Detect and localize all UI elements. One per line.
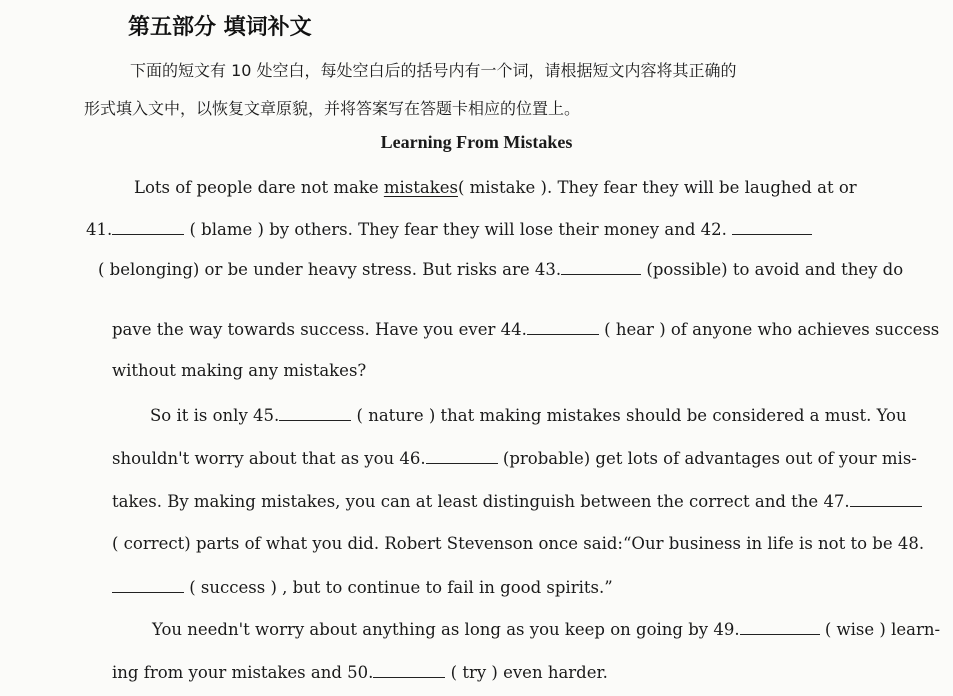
text: So it is only	[150, 406, 254, 425]
passage-line-5: without making any mistakes?	[112, 361, 367, 380]
blank-number-42: 42.	[700, 220, 727, 239]
blank-number-48: 48.	[897, 534, 925, 553]
passage-line-2	[86, 219, 812, 239]
passage-title: Learning From Mistakes	[380, 132, 573, 152]
blank-number-49: 49.	[713, 620, 740, 639]
passage-line-6	[150, 405, 907, 425]
section-heading: 第五部分 填词补文	[128, 15, 312, 40]
answer-blank-48[interactable]	[112, 577, 184, 593]
blank-number-46: 46.	[399, 449, 426, 468]
text: ing from your mistakes and	[112, 663, 348, 682]
answer-blank-49[interactable]	[740, 619, 820, 635]
text: . They fear they will be laughed at or	[546, 178, 857, 197]
passage-line-8	[112, 491, 922, 511]
text: You needn't worry about anything as long as you keep on going by	[152, 620, 714, 639]
answer-blank-46[interactable]	[426, 448, 498, 464]
text: shouldn't worry about that as you	[112, 449, 400, 468]
answer-blank-50[interactable]	[373, 662, 445, 678]
text: ( belonging) or be under heavy stress. But risks are	[98, 260, 535, 279]
answer-blank-42[interactable]	[732, 219, 812, 235]
text: ( wise ) learn-	[819, 620, 941, 639]
passage-line-11	[152, 619, 940, 639]
answer-blank-41[interactable]	[112, 219, 184, 235]
instruction-line-1: 下面的短文有 10 处空白，每处空白后的括号内有一个词，请根据短文内容将其正确的	[130, 61, 737, 80]
answer-blank-43[interactable]	[561, 259, 641, 275]
blank-number-44: 44.	[500, 320, 527, 339]
passage-line-3	[98, 259, 903, 279]
text: ( correct) parts of what you did. Robert Stevenson once said:“Our business in life is not to be	[112, 534, 898, 553]
text: (probable) get lots of advantages out of your mis-	[497, 449, 917, 468]
example-answer: mistakes	[383, 178, 458, 197]
passage-line-7	[112, 448, 917, 468]
text: ( try ) even harder.	[445, 663, 608, 682]
passage-line-9	[112, 534, 924, 553]
example-hint: ( mistake )	[457, 178, 547, 197]
text: ( success ) , but to continue to fail in good spirits.”	[184, 578, 613, 597]
blank-number-43: 43.	[534, 260, 562, 279]
text: ( blame ) by others. They fear they will lose their money and	[184, 220, 701, 239]
answer-blank-45[interactable]	[279, 405, 351, 421]
text: pave the way towards success. Have you ever	[112, 320, 501, 339]
blank-number-47: 47.	[823, 492, 850, 511]
text: ( nature ) that making mistakes should be considered a must. You	[351, 406, 907, 425]
blank-number-50: 50.	[347, 663, 374, 682]
text: takes. By making mistakes, you can at least distinguish between the correct and the	[112, 492, 824, 511]
passage-line-10	[112, 577, 613, 597]
passage-line-4	[112, 319, 939, 339]
text: ( hear ) of anyone who achieves success	[598, 320, 940, 339]
blank-number-41: 41.	[86, 220, 113, 239]
passage-line-12	[112, 662, 608, 682]
text: (possible) to avoid and they do	[641, 260, 904, 279]
passage-line-1	[134, 178, 857, 197]
text: Lots of people dare not make	[134, 178, 384, 197]
instruction-line-2: 形式填入文中，以恢复文章原貌，并将答案写在答题卡相应的位置上。	[84, 99, 581, 118]
blank-number-45: 45.	[253, 406, 280, 425]
answer-blank-47[interactable]	[850, 491, 922, 507]
answer-blank-44[interactable]	[527, 319, 599, 335]
